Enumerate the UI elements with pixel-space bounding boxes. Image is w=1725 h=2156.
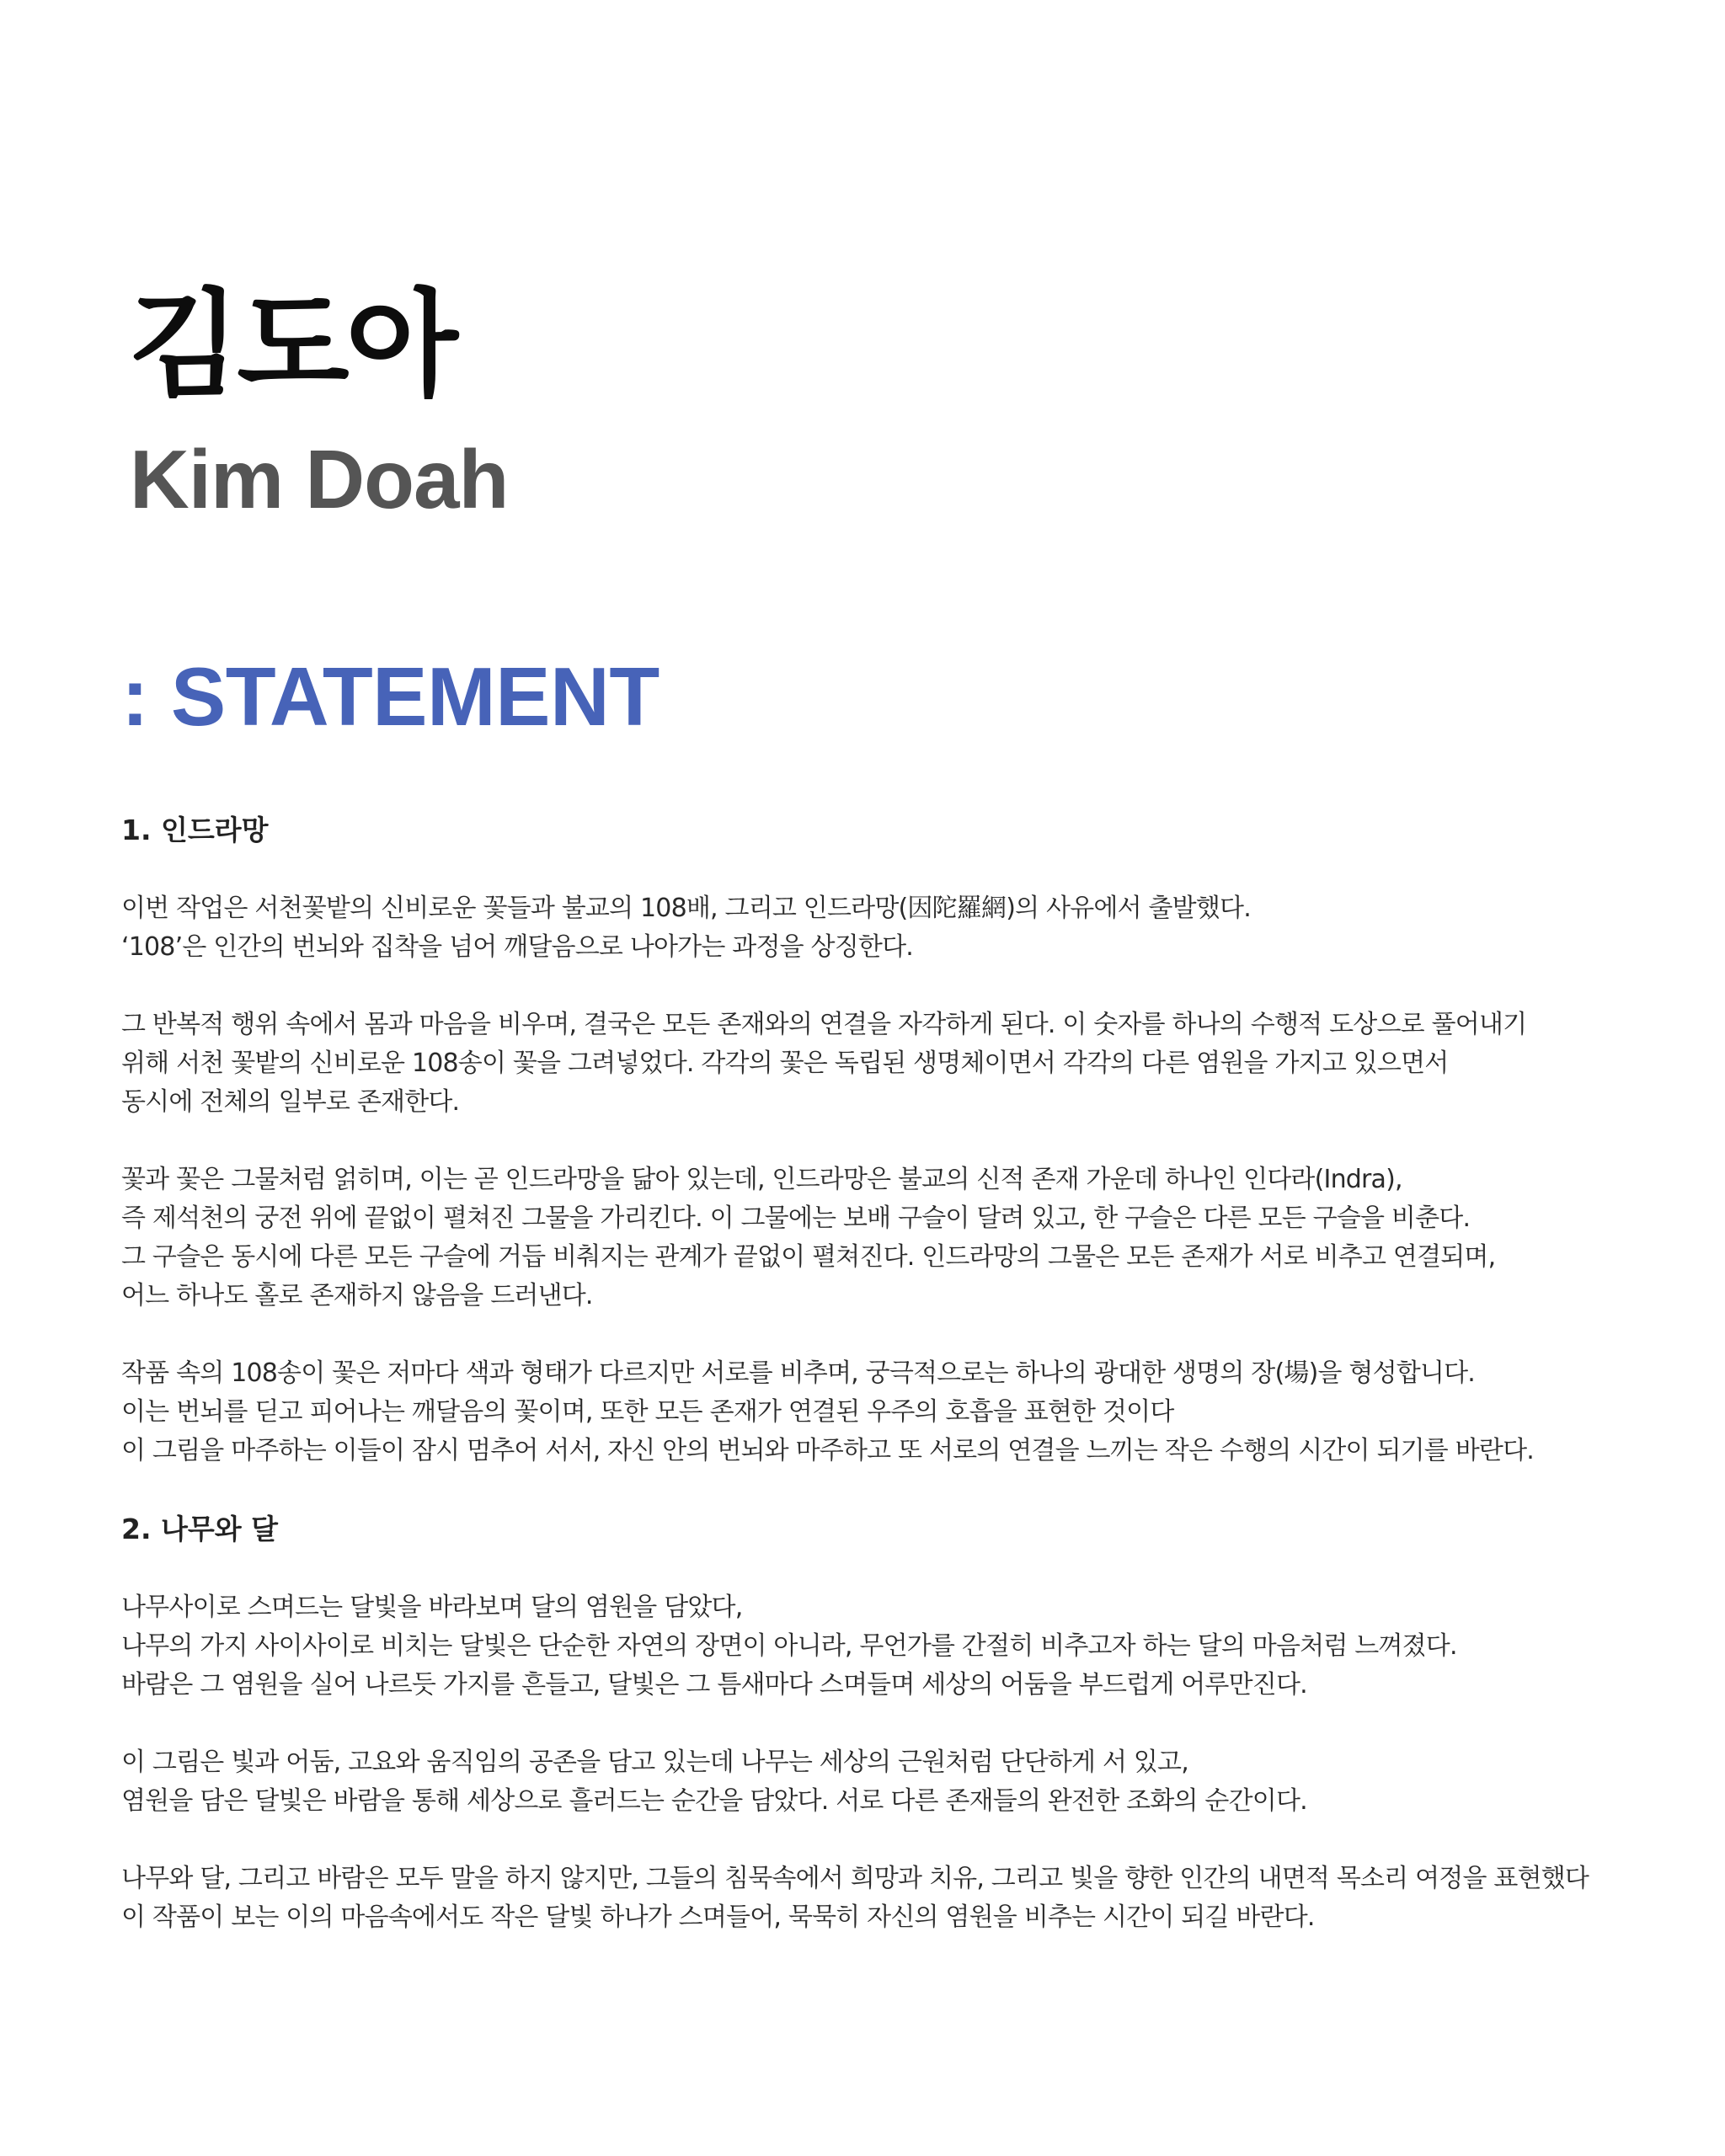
- statement-heading: : STATEMENT: [121, 650, 660, 743]
- paragraph: [121, 1743, 1696, 1821]
- paragraph: [121, 1161, 1696, 1315]
- paragraph: [121, 889, 1696, 967]
- paragraph: [121, 1354, 1696, 1470]
- paragraph-line: 작품 속의 108송이 꽃은 저마다 색과 형태가 다르지만 서로를 비추며, 궁극적으로는 하나의 광대한 생명의 장(場)을 형성합니다.: [121, 1358, 1476, 1388]
- paragraph-line: 이 작품이 보는 이의 마음속에서도 작은 달빛 하나가 스며들어, 묵묵히 자신의 염원을 비추는 시간이 되길 바란다.: [121, 1903, 1315, 1932]
- paragraph-line: 동시에 전체의 일부로 존재한다.: [121, 1087, 460, 1117]
- section-title-tree-and-moon: 2. 나무와 달: [121, 1513, 278, 1545]
- paragraph-line: ‘108’은 인간의 번뇌와 집착을 넘어 깨달음으로 나아가는 과정을 상징한다.: [121, 932, 913, 962]
- paragraph-line: 꽃과 꽃은 그물처럼 얽히며, 이는 곧 인드라망을 닮아 있는데, 인드라망은 불교의 신적 존재 가운데 하나인 인다라(Indra),: [121, 1165, 1402, 1194]
- paragraph-line: 나무의 가지 사이사이로 비치는 달빛은 단순한 자연의 장면이 아니라, 무언가를 간절히 비추고자 하는 달의 마음처럼 느껴졌다.: [121, 1631, 1457, 1661]
- section-title-indramang: 1. 인드라망: [121, 814, 269, 846]
- paragraph-line: 어느 하나도 홀로 존재하지 않음을 드러낸다.: [121, 1281, 593, 1310]
- paragraph-line: 바람은 그 염원을 실어 나르듯 가지를 흔들고, 달빛은 그 틈새마다 스며들며 세상의 어둠을 부드럽게 어루만진다.: [121, 1670, 1307, 1700]
- paragraph-line: 이 그림을 마주하는 이들이 잠시 멈추어 서서, 자신 안의 번뇌와 마주하고 또 서로의 연결을 느끼는 작은 수행의 시간이 되기를 바란다.: [121, 1436, 1534, 1465]
- artist-name-english: Kim Doah: [130, 433, 509, 526]
- paragraph-line: 이는 번뇌를 딛고 피어나는 깨달음의 꽃이며, 또한 모든 존재가 연결된 우주의 호흡을 표현한 것이다: [121, 1397, 1174, 1427]
- paragraph-line: 이 그림은 빛과 어둠, 고요와 움직임의 공존을 담고 있는데 나무는 세상의 근원처럼 단단하게 서 있고,: [121, 1748, 1188, 1777]
- paragraph-line: 이번 작업은 서천꽃밭의 신비로운 꽃들과 불교의 108배, 그리고 인드라망(因陀羅網)의 사유에서 출발했다.: [121, 894, 1251, 923]
- paragraph-line: 위해 서천 꽃밭의 신비로운 108송이 꽃을 그려넣었다. 각각의 꽃은 독립된 생명체이면서 각각의 다른 염원을 가지고 있으면서: [121, 1049, 1449, 1078]
- paragraph-line: 나무사이로 스며드는 달빛을 바라보며 달의 염원을 담았다,: [121, 1593, 743, 1622]
- artist-name-korean: 김도아: [128, 277, 455, 413]
- paragraph-line: 염원을 담은 달빛은 바람을 통해 세상으로 흘러드는 순간을 담았다. 서로 다른 존재들의 완전한 조화의 순간이다.: [121, 1786, 1307, 1816]
- statement-body: [121, 810, 1696, 1937]
- paragraph-line: 즉 제석천의 궁전 위에 끝없이 펼쳐진 그물을 가리킨다. 이 그물에는 보배 구슬이 달려 있고, 한 구슬은 다른 모든 구슬을 비춘다.: [121, 1203, 1471, 1233]
- paragraph-line: 그 반복적 행위 속에서 몸과 마음을 비우며, 결국은 모든 존재와의 연결을 자각하게 된다. 이 숫자를 하나의 수행적 도상으로 풀어내기: [121, 1010, 1527, 1039]
- paragraph-line: 나무와 달, 그리고 바람은 모두 말을 하지 않지만, 그들의 침묵속에서 희망과 치유, 그리고 빛을 향한 인간의 내면적 목소리 여정을 표현했다: [121, 1864, 1589, 1893]
- paragraph: [121, 1860, 1696, 1937]
- paragraph: [121, 1006, 1696, 1122]
- paragraph-line: 그 구슬은 동시에 다른 모든 구슬에 거듭 비춰지는 관계가 끝없이 펼쳐진다. 인드라망의 그물은 모든 존재가 서로 비추고 연결되며,: [121, 1242, 1496, 1272]
- paragraph: [121, 1588, 1696, 1705]
